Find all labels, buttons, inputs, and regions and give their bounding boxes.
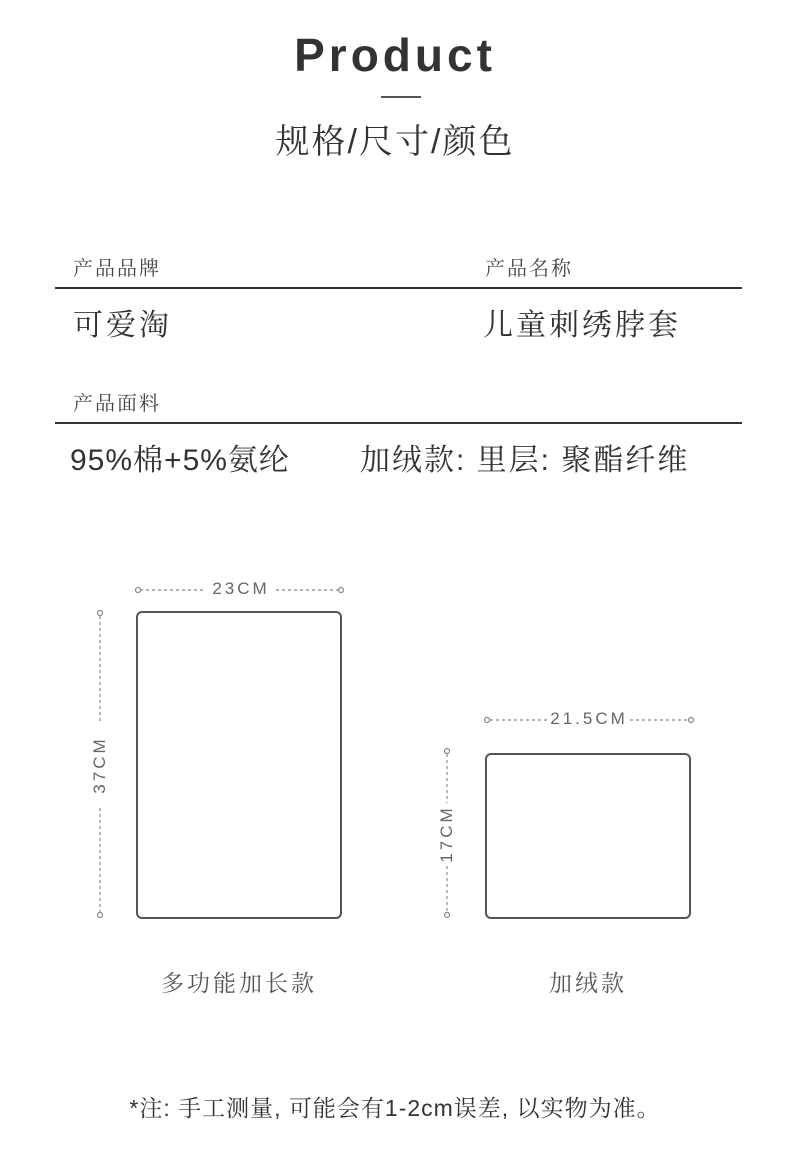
fleece-lining-value: 加绒款: 里层: 聚酯纤维 <box>360 444 690 477</box>
long-width-label: 23CM <box>212 579 270 598</box>
product-name-value: 儿童刺绣脖套 <box>483 309 681 342</box>
fleece-style-caption: 加绒款 <box>549 970 627 996</box>
fleece-width-label: 21.5CM <box>550 709 628 728</box>
measurement-note: *注: 手工测量, 可能会有1-2cm误差, 以实物为准。 <box>129 1095 661 1121</box>
fleece-style-outline <box>485 753 691 919</box>
page-subtitle: 规格/尺寸/颜色 <box>275 123 515 161</box>
page-title: Product <box>294 29 496 81</box>
fabric-value: 95%棉+5%氨纶 <box>70 444 290 477</box>
brand-value: 可爱淘 <box>73 309 172 342</box>
brand-label: 产品品牌 <box>73 258 161 280</box>
product-name-label: 产品名称 <box>485 258 573 280</box>
fabric-label: 产品面料 <box>73 393 161 415</box>
fleece-height-label: 17CM <box>437 805 456 863</box>
long-style-outline <box>136 611 342 919</box>
long-height-label: 37CM <box>90 736 109 794</box>
long-style-caption: 多功能加长款 <box>161 970 317 996</box>
